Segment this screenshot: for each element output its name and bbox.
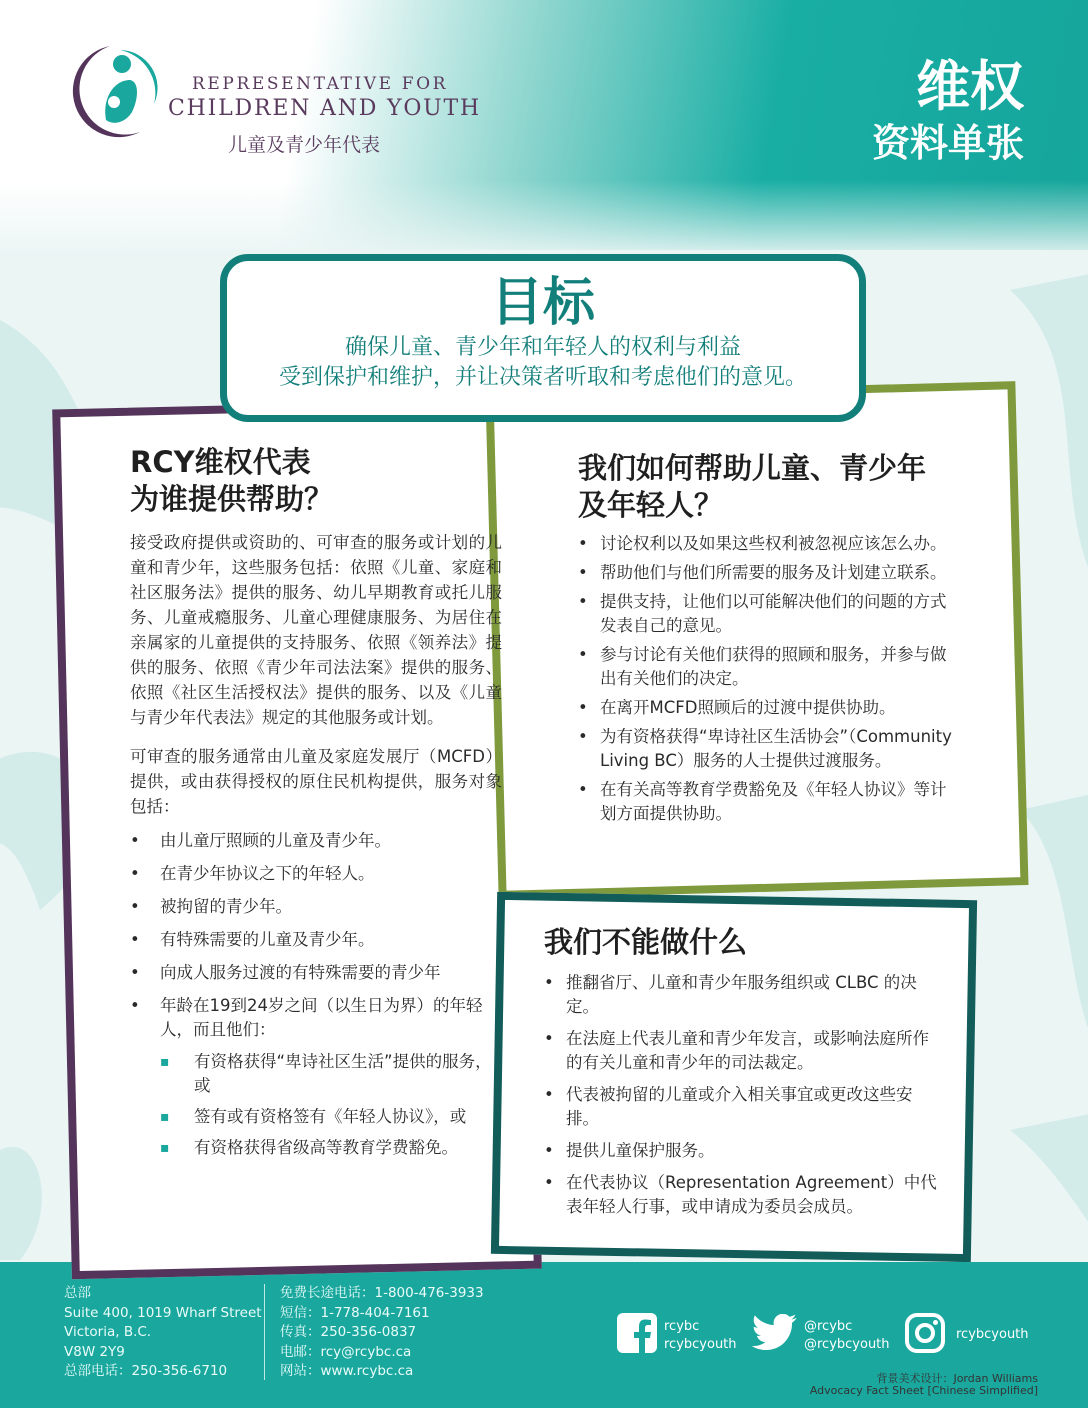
footer-divider — [264, 1284, 265, 1380]
square-bullet-icon: ▪ — [160, 1140, 170, 1156]
how-list — [578, 532, 958, 826]
list-item: ▪ 签有或有资格签有《年轻人协议》，或 — [160, 1105, 502, 1129]
list-item: • 代表被拘留的儿童或介入相关事宜或更改这些安排。 — [544, 1085, 913, 1128]
how-heading-line2: 及年轻人？ — [578, 488, 724, 522]
cannot-panel — [494, 896, 974, 1258]
address-line1: Suite 400, 1019 Wharf Street — [64, 1304, 262, 1321]
bullet-icon: • — [130, 963, 140, 982]
logo-text-line3: 儿童及青少年代表 — [228, 134, 381, 156]
list-item: • 被拘留的青少年。 — [130, 895, 502, 919]
doc-title-sub: 资料单张 — [871, 121, 1024, 165]
list-item: • 由儿童厅照顾的儿童及青少年。 — [130, 829, 502, 853]
list-item: ▪ 有资格获得省级高等教育学费豁免。 — [160, 1136, 502, 1160]
doc-title-main: 维权 — [916, 55, 1024, 118]
twitter-handles[interactable]: @rcybc @rcybcyouth — [804, 1319, 890, 1352]
logo-text-line2: CHILDREN AND YOUTH — [168, 96, 481, 121]
bullet-icon: • — [578, 563, 588, 582]
cannot-heading: 我们不能做什么 — [544, 925, 748, 959]
list-item: • 为有资格获得“卑诗社区生活协会”（Community Living BC）服务的人士提供过渡服务。 — [578, 727, 952, 770]
tollfree-phone: 免费长途电话：1-800-476-3933 — [280, 1285, 484, 1301]
instagram-handle[interactable]: rcybcyouth — [956, 1327, 1029, 1342]
list-item: ▪ 有资格获得“卑诗社区生活”提供的服务，或 — [160, 1052, 492, 1095]
how-heading-line1: 我们如何帮助儿童、青少年 — [578, 451, 927, 485]
rcy-logo — [62, 42, 482, 156]
bullet-icon: • — [578, 698, 588, 717]
who-paragraph-1: 接受政府提供或资助的、可审查的服务或计划的儿童和青少年，这些服务包括：依照《儿童、家庭和社区服务法》提供的服务、幼儿早期教育或托儿服务、儿童戒瘾服务、儿童心理健康服务、为居住在亲属家的儿童提供的支持服务、依照《领养法》提供的服务、依照《青少年司法法案》提供的服务、依照《社区生活授权法》提供的服务、以及《儿童与青少年代表法》规定的其他服务或计划。 — [130, 533, 502, 727]
footer-address — [64, 1284, 262, 1382]
bullet-icon: • — [544, 1173, 554, 1192]
list-item: • 在青少年协议之下的年轻人。 — [130, 862, 502, 886]
bullet-icon: • — [578, 592, 588, 611]
how-panel — [492, 388, 1022, 892]
bullet-icon: • — [578, 534, 588, 553]
bullet-icon: • — [578, 780, 588, 799]
bullet-icon: • — [130, 996, 140, 1015]
header-fade — [0, 180, 1088, 260]
bullet-icon: • — [130, 864, 140, 883]
square-bullet-icon: ▪ — [160, 1109, 170, 1125]
hq-phone: 总部电话：250-356-6710 — [64, 1363, 228, 1379]
bullet-icon: • — [544, 1085, 554, 1104]
logo-text-line1: REPRESENTATIVE FOR — [192, 74, 449, 94]
email-link[interactable]: 电邮：rcy@rcybc.ca — [280, 1343, 412, 1360]
list-item: • 帮助他们与他们所需要的服务及计划建立联系。 — [578, 561, 958, 585]
who-list — [130, 829, 502, 1042]
goal-panel — [220, 254, 866, 422]
list-item: • 年龄在19到24岁之间（以生日为界）的年轻人，而且他们： — [130, 996, 483, 1039]
cannot-list — [544, 971, 938, 1219]
instagram-icon[interactable] — [904, 1312, 946, 1354]
hq-label: 总部 — [64, 1285, 91, 1301]
list-item: • 在法庭上代表儿童和青少年发言，或影响法庭所作的有关儿童和青少年的司法裁定。 — [544, 1029, 929, 1072]
website-link[interactable]: 网站：www.rcybc.ca — [280, 1363, 414, 1379]
list-item: • 在离开MCFD照顾后的过渡中提供协助。 — [578, 696, 958, 720]
address-line2: Victoria, B.C. — [64, 1324, 152, 1340]
bullet-icon: • — [130, 897, 140, 916]
list-item: • 有特殊需要的儿童及青少年。 — [130, 928, 502, 952]
art-credit: 背景美术设计：Jordan Williams — [876, 1372, 1038, 1385]
square-bullet-icon: ▪ — [160, 1054, 170, 1070]
list-item: • 提供儿童保护服务。 — [544, 1139, 938, 1163]
list-item: • 在代表协议（Representation Agreement）中代表年轻人行事，或申请成为委员会成员。 — [544, 1173, 937, 1216]
bullet-icon: • — [544, 973, 554, 992]
list-item: • 向成人服务过渡的有特殊需要的青少年 — [130, 961, 502, 985]
who-paragraph-2: 可审查的服务通常由儿童及家庭发展厅（MCFD）提供，或由获得授权的原住民机构提供，服务对象包括： — [130, 747, 502, 816]
twitter-icon[interactable] — [752, 1314, 798, 1352]
goal-line-1: 确保儿童、青少年和年轻人的权利与利益 — [344, 335, 741, 360]
list-item: • 参与讨论有关他们获得的照顾和服务，并参与做出有关他们的决定。 — [578, 645, 947, 688]
goal-line-2: 受到保护和维护，并让决策者听取和考虑他们的意见。 — [278, 365, 807, 390]
facebook-handles[interactable]: rcybc rcybcyouth — [664, 1319, 737, 1352]
bullet-icon: • — [544, 1141, 554, 1160]
list-item: • 推翻省厅、儿童和青少年服务组织或 CLBC 的决定。 — [544, 973, 917, 1016]
fax-number: 传真：250-356-0837 — [280, 1324, 417, 1340]
bullet-icon: • — [544, 1029, 554, 1048]
facebook-icon[interactable] — [616, 1312, 658, 1354]
who-panel — [62, 404, 532, 1274]
bullet-icon: • — [578, 645, 588, 664]
bullet-icon: • — [130, 831, 140, 850]
list-item: • 讨论权利以及如果这些权利被忽视应该怎么办。 — [578, 532, 958, 556]
who-heading-line1: RCY维权代表 — [130, 445, 311, 479]
bullet-icon: • — [130, 930, 140, 949]
bullet-icon: • — [578, 727, 588, 746]
who-heading-line2: 为谁提供帮助？ — [130, 482, 334, 516]
logo-emblem-icon — [62, 42, 162, 142]
who-sublist — [130, 1050, 502, 1160]
goal-title: 目标 — [490, 273, 595, 333]
footer-contacts — [280, 1284, 484, 1382]
sms-number: 短信：1-778-404-7161 — [280, 1304, 430, 1321]
address-line3: V8W 2Y9 — [64, 1343, 125, 1360]
list-item: • 提供支持，让他们以可能解决他们的问题的方式发表自己的意见。 — [578, 592, 947, 635]
document-name: Advocacy Fact Sheet [Chinese Simplified] — [809, 1384, 1038, 1397]
list-item: • 在有关高等教育学费豁免及《年轻人协议》等计划方面提供协助。 — [578, 780, 947, 823]
